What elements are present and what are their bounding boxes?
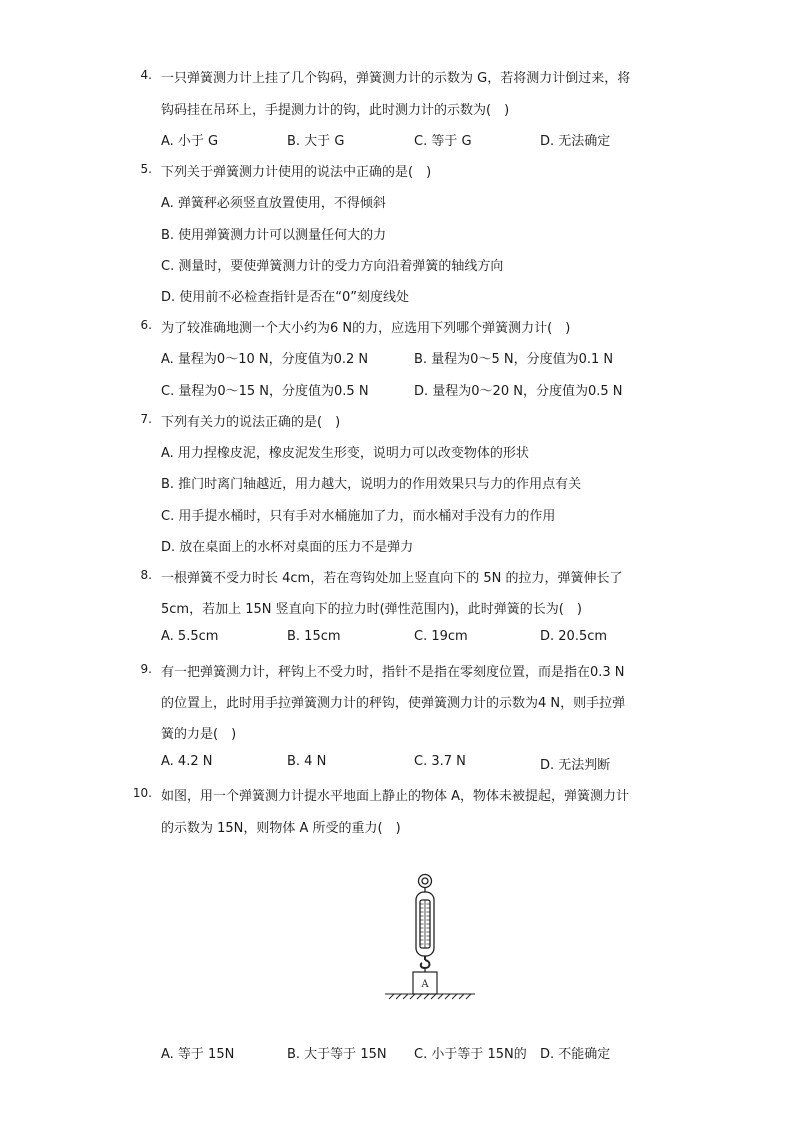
question-text: 簧的力是( ) [161, 727, 237, 742]
block-a-label: A [421, 979, 429, 990]
question-text: 5cm，若加上 15N 竖直向下的拉力时(弹性范围内)，此时弹簧的长为( ) [161, 602, 582, 617]
option-d: D. 20.5cm [540, 629, 608, 644]
option-a: A. 用力捏橡皮泥，橡皮泥发生形变，说明力可以改变物体的形状 [161, 446, 529, 461]
option-a: A. 小于 G [161, 134, 219, 149]
option-b: B. 15cm [287, 629, 341, 644]
option-a: A. 5.5cm [161, 629, 219, 644]
question-text: 有一把弹簧测力计，秤钩上不受力时，指针不是指在零刻度位置，而是指在0.3 N [161, 665, 625, 680]
option-a: A. 量程为0～10 N，分度值为0.2 N [161, 352, 369, 367]
option-d: D. 量程为0～20 N，分度值为0.5 N [414, 384, 623, 399]
option-d: D. 使用前不必检查指针是否在“0”刻度线处 [161, 290, 410, 305]
option-c: C. 等于 G [414, 134, 472, 149]
question-text: 一根弹簧不受力时长 4cm，若在弯钩处加上竖直向下的 5N 的拉力，弹簧伸长了 [161, 571, 623, 586]
question-number: 6. [140, 318, 152, 332]
question-text: 为了较准确地测一个大小约为6 N的力，应选用下列哪个弹簧测力计( ) [161, 321, 571, 336]
question-number: 8. [140, 568, 152, 582]
option-b: B. 量程为0～5 N，分度值为0.1 N [414, 352, 614, 367]
question-number: 5. [140, 162, 152, 176]
option-d: D. 无法判断 [540, 758, 611, 773]
option-c: C. 3.7 N [414, 754, 466, 769]
option-b: B. 使用弹簧测力计可以测量任何大的力 [161, 228, 387, 243]
question-text: 下列有关力的说法正确的是( ) [161, 415, 341, 430]
question-text: 钩码挂在吊环上，手提测力计的钩，此时测力计的示数为( ) [161, 103, 510, 118]
option-b: B. 大于等于 15N [287, 1047, 387, 1062]
question-text: 下列关于弹簧测力计使用的说法中正确的是( ) [161, 165, 432, 180]
option-c: C. 量程为0～15 N，分度值为0.5 N [161, 384, 369, 399]
option-a: A. 4.2 N [161, 754, 213, 769]
option-c: C. 测量时，要使弹簧测力计的受力方向沿着弹簧的轴线方向 [161, 259, 504, 274]
option-b: B. 推门时离门轴越近，用力越大，说明力的作用效果只与力的作用点有关 [161, 477, 582, 492]
option-b: B. 4 N [287, 754, 327, 769]
question-number: 7. [140, 412, 152, 426]
question-text: 一只弹簧测力计上挂了几个钩码，弹簧测力计的示数为 G，若将测力计倒过来，将 [161, 71, 631, 86]
question-text: 的位置上，此时用手拉弹簧测力计的秤钩，使弹簧测力计的示数为4 N，则手拉弹 [161, 696, 626, 711]
question-number: 4. [140, 68, 152, 82]
spring-scale-figure [385, 872, 477, 1004]
option-d: D. 不能确定 [540, 1047, 611, 1062]
option-b: B. 大于 G [287, 134, 345, 149]
spring-scale-icon [416, 875, 434, 973]
option-d: D. 无法确定 [540, 134, 611, 149]
option-d: D. 放在桌面上的水杯对桌面的压力不是弹力 [161, 540, 414, 555]
question-number: 10. [132, 786, 152, 800]
option-c: C. 用手提水桶时，只有手对水桶施加了力，而水桶对手没有力的作用 [161, 509, 556, 524]
option-c: C. 小于等于 15N的 [414, 1047, 527, 1062]
question-number: 9. [140, 662, 152, 676]
option-a: A. 等于 15N [161, 1047, 235, 1062]
ground-hatch [385, 994, 475, 999]
question-text: 的示数为 15N，则物体 A 所受的重力( ) [161, 821, 401, 836]
question-text: 如图，用一个弹簧测力计提水平地面上静止的物体 A，物体未被提起，弹簧测力计 [161, 789, 630, 804]
option-c: C. 19cm [414, 629, 468, 644]
option-a: A. 弹簧秤必须竖直放置使用，不得倾斜 [161, 196, 386, 211]
